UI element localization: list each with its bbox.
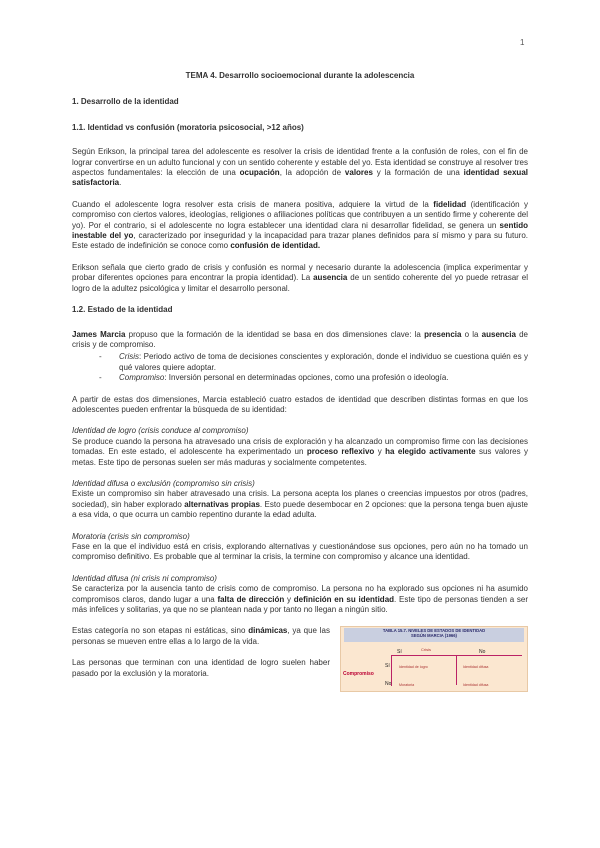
state-description-foreclosure: Existe un compromiso sin haber atravesado una crisis. La persona acepta los planes o creencias impuestos por otros (padres, sociedad), sin haber explorado alternativas propias. Esto puede desembocar en 2 opciones: que la persona tenga buen ajuste a esa vida, o que ocurra un cambio repentino durante la edad adulta. bbox=[72, 489, 529, 520]
figure-caption: TABLA 15.7. NIVELES DE ESTADOS DE IDENTIDAD SEGÚN MARCIA (1966) bbox=[344, 628, 524, 642]
figure-cell: Identidad de logro bbox=[399, 665, 428, 670]
bottom-section bbox=[72, 626, 528, 706]
subsection-heading-identity-status: 1.2. Estado de la identidad bbox=[72, 305, 173, 315]
state-title-moratorium: Moratoria (crisis sin compromiso) bbox=[72, 531, 190, 541]
state-description-moratorium: Fase en la que el individuo está en crisis, explorando alternativas y cuestionándose sus opciones, pero aún no ha tomado un compromiso definitivo. Es probable que al terminar la crisis, la termine con compromiso y alcance una identidad. bbox=[72, 542, 528, 562]
page-number: 1 bbox=[520, 38, 525, 47]
state-title-diffusion: Identidad difusa (ni crisis ni compromiso) bbox=[72, 573, 217, 583]
figure-row-si: Sí bbox=[385, 663, 390, 670]
paragraph-logro: Las personas que terminan con una identidad de logro suelen haber pasado por la exclusión y la moratoria. bbox=[72, 658, 330, 678]
document-body bbox=[72, 71, 528, 706]
dimensions-list bbox=[72, 352, 528, 383]
list-item: - Compromiso: Inversión personal en determinadas opciones, como una profesión o ideología. bbox=[107, 373, 528, 383]
paragraph-erikson-crisis: Erikson señala que cierto grado de crisis y confusión es normal y necesario durante la adolescencia (implica experimentar y probar diferentes opciones para encontrar la propia identidad). La ausencia de un sentido coherente del yo puede retrasar el logro de la adultez psicológica y limitar el desarrollo personal. bbox=[72, 262, 528, 293]
paragraph-four-states: A partir de estas dos dimensiones, Marcia estableció cuatro estados de identidad que describen distintas formas en que los adolescentes pueden enfrentar la búsqueda de su identidad: bbox=[72, 394, 528, 414]
marcia-table-figure bbox=[340, 626, 528, 692]
state-title-foreclosure: Identidad difusa o exclusión (compromiso sin crisis) bbox=[72, 478, 255, 488]
figure-cell: Identidad difusa bbox=[463, 665, 489, 670]
paragraph-dynamic: Estas categoría no son etapas ni estáticas, sino dinámicas, ya que las personas se mueven entre ellas a lo largo de la vida. bbox=[72, 626, 331, 646]
state-title-achievement: Identidad de logro (crisis conduce al compromiso) bbox=[72, 426, 249, 436]
figure-cell: Identidad difusa bbox=[463, 683, 489, 688]
state-description-diffusion: Se caracteriza por la ausencia tanto de crisis como de compromiso. La persona no ha explorado sus opciones ni ha asumido compromisos claros, dando lugar a una falta de dirección y definición en su identidad. Este tipo de personas tienden a ser más infelices y solitarias, ya que no se plantean nada y por tanto no llegan a ningún sitio. bbox=[72, 584, 528, 615]
section-heading: 1. Desarrollo de la identidad bbox=[72, 97, 179, 107]
figure-row-header: Compromiso bbox=[343, 671, 374, 678]
paragraph-fidelity: Cuando el adolescente logra resolver esta crisis de manera positiva, adquiere la virtud de la fidelidad (identificación y compromiso con ciertos valores, ideologías, religiones o afiliaciones políticas que contribuyen a un sentido firme y coherente del yo). Por el contrario, si el adolescente no logra establecer una identidad clara ni desarrollar fidelidad, se genera un sentido inestable del yo, caracterizado por inseguridad y la incapacidad para trazar planes definidos para sí mismo y para su futuro. Este estado de indefinición se conoce como confusión de identidad. bbox=[72, 199, 529, 251]
list-item: - Crisis: Periodo activo de toma de decisiones conscientes y exploración, donde el individuo se cuestiona quién es y qué valores quiere adoptar. bbox=[107, 352, 528, 373]
paragraph-marcia: James Marcia propuso que la formación de la identidad se basa en dos dimensiones clave: la presencia o la ausencia de crisis y de compromiso. bbox=[72, 329, 529, 349]
paragraph-erikson-task: Según Erikson, la principal tarea del adolescente es resolver la crisis de identidad frente a la confusión de roles, con el fin de lograr convertirse en un adulto funcional y con un sentido coherente y estable del yo. Esta identidad se construye al resolver tres aspectos fundamentales: la elección de una ocupación, la adopción de valores y la formación de una identidad sexual satisfactoria. bbox=[72, 147, 528, 188]
figure-cell: Moratoria bbox=[399, 683, 415, 688]
subsection-heading-identity-vs-confusion: 1.1. Identidad vs confusión (moratoria psicosocial, >12 años) bbox=[72, 122, 304, 132]
document-title: TEMA 4. Desarrollo socioemocional durante la adolescencia bbox=[185, 71, 415, 80]
figure-col-no: No bbox=[479, 649, 486, 656]
figure-row-no: No bbox=[385, 681, 392, 688]
bottom-text bbox=[72, 626, 330, 690]
figure-col-si: Sí bbox=[397, 649, 402, 656]
state-description-achievement: Se produce cuando la persona ha atravesado una crisis de exploración y ha alcanzado un compromiso firme con las decisiones tomadas. En este estado, el adolescente ha experimentado un proceso reflexivo y ha elegido activamente sus valores y metas. Este tipo de personas suelen ser más maduras y socialmente competentes. bbox=[72, 436, 529, 467]
figure-col-header: Crisis bbox=[421, 647, 431, 653]
figure-divider bbox=[456, 655, 457, 685]
